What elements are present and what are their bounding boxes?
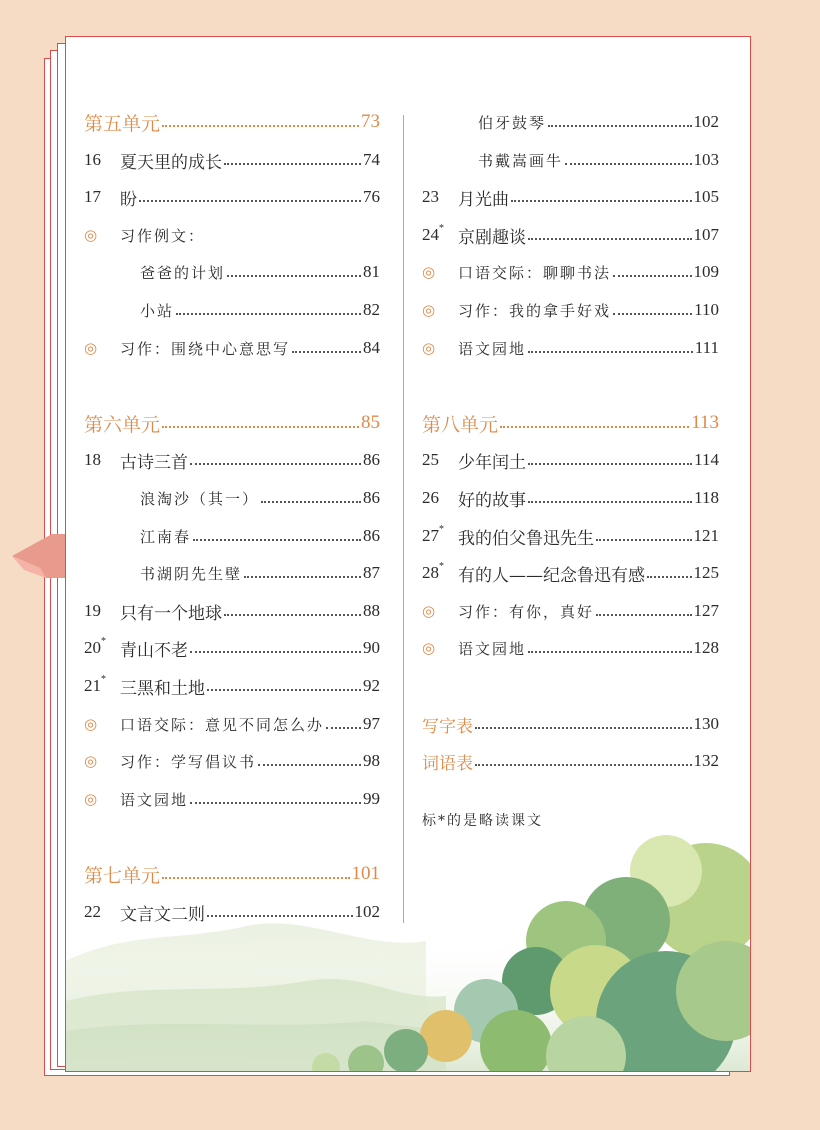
entry-title: 口语交际：意见不同怎么办 xyxy=(120,715,325,734)
toc-entry[interactable] xyxy=(84,182,380,212)
double-circle-icon: ◎ xyxy=(422,339,436,357)
entry-title: 伯牙鼓琴 xyxy=(478,113,547,132)
page-number: 86 xyxy=(363,488,380,507)
lesson-number-text: 20 xyxy=(84,638,101,657)
page-number: 109 xyxy=(693,262,719,281)
entry-title: 第六单元 xyxy=(84,413,161,436)
skim-reading-star: * xyxy=(439,223,444,234)
toc-entry[interactable] xyxy=(84,333,380,363)
double-circle-icon: ◎ xyxy=(422,263,436,281)
entry-title: 盼 xyxy=(120,189,137,210)
double-circle-icon: ◎ xyxy=(84,790,98,808)
toc-entry[interactable] xyxy=(422,145,719,175)
lesson-number-text: 26 xyxy=(422,488,439,507)
entry-title: 词语表 xyxy=(422,753,473,774)
entry-title: 语文园地 xyxy=(458,639,527,658)
entry-title: 有的人——纪念鲁迅有感 xyxy=(458,565,645,586)
toc-entry[interactable] xyxy=(84,445,380,475)
entry-title: 小站 xyxy=(140,301,175,320)
page-number: 85 xyxy=(361,412,380,433)
entry-title: 青山不老 xyxy=(120,640,188,661)
page-number: 97 xyxy=(363,714,380,733)
bookmark-ribbon-icon xyxy=(12,524,66,578)
entry-title: 书戴嵩画牛 xyxy=(478,151,564,170)
entry-title: 京剧趣谈 xyxy=(458,227,526,248)
page-number: 102 xyxy=(354,902,380,921)
toc-entry[interactable] xyxy=(84,558,380,588)
entry-title: 第五单元 xyxy=(84,112,161,135)
lesson-number-text: 28 xyxy=(422,563,439,582)
lesson-number-text: 16 xyxy=(84,150,101,169)
toc-entry[interactable] xyxy=(84,257,380,287)
entry-title: 三黑和土地 xyxy=(120,678,205,699)
dot-leader xyxy=(162,425,359,428)
page-number: 86 xyxy=(363,450,380,469)
dot-leader xyxy=(528,462,692,465)
dot-leader xyxy=(613,312,692,315)
dot-leader xyxy=(176,312,361,315)
page-number: 127 xyxy=(693,601,719,620)
unit-heading[interactable] xyxy=(84,107,380,137)
double-circle-icon: ◎ xyxy=(422,639,436,657)
dot-leader xyxy=(190,801,361,804)
double-circle-icon: ◎ xyxy=(84,339,98,357)
dot-leader xyxy=(227,274,361,277)
toc-entry[interactable] xyxy=(422,220,719,250)
entry-title: 夏天里的成长 xyxy=(120,152,222,173)
double-circle-icon: ◎ xyxy=(84,752,98,770)
dot-leader xyxy=(475,763,692,766)
dot-leader xyxy=(193,538,361,541)
dot-leader xyxy=(528,650,691,653)
double-circle-icon: ◎ xyxy=(422,602,436,620)
dot-leader xyxy=(565,162,691,165)
dot-leader xyxy=(475,726,692,729)
toc-entry[interactable] xyxy=(422,182,719,212)
toc-entry[interactable] xyxy=(422,746,719,776)
page-number: 86 xyxy=(363,526,380,545)
entry-title: 月光曲 xyxy=(458,189,509,210)
toc-entry[interactable] xyxy=(422,333,719,363)
dot-leader xyxy=(326,726,361,729)
dot-leader xyxy=(190,462,361,465)
toc-entry[interactable] xyxy=(84,521,380,551)
toc-entry[interactable] xyxy=(422,633,719,663)
column-divider xyxy=(403,115,404,923)
entry-title: 第八单元 xyxy=(422,413,499,436)
toc-entry[interactable] xyxy=(422,558,719,588)
page-number: 88 xyxy=(363,601,380,620)
page-number: 74 xyxy=(363,150,380,169)
toc-entry[interactable] xyxy=(84,220,380,250)
toc-entry[interactable] xyxy=(422,107,719,137)
page-number: 98 xyxy=(363,751,380,770)
entry-title: 好的故事 xyxy=(458,490,526,511)
page-number: 81 xyxy=(363,262,380,281)
dot-leader xyxy=(548,124,691,127)
dot-leader xyxy=(224,162,361,165)
entry-title: 古诗三首 xyxy=(120,452,188,473)
entry-title: 写字表 xyxy=(422,716,473,737)
lesson-number xyxy=(422,526,458,546)
entry-title: 习作：我的拿手好戏 xyxy=(458,301,612,320)
dot-leader xyxy=(162,124,359,127)
dot-leader xyxy=(261,500,361,503)
dot-leader xyxy=(596,613,691,616)
double-circle-icon: ◎ xyxy=(84,715,98,733)
entry-title: 只有一个地球 xyxy=(120,603,222,624)
dot-leader xyxy=(613,274,691,277)
page-number: 121 xyxy=(693,526,719,545)
lesson-number-text: 24 xyxy=(422,225,439,244)
forest-illustration xyxy=(66,831,750,1071)
page-number: 125 xyxy=(693,563,719,582)
dot-leader xyxy=(596,538,692,541)
toc-entry[interactable] xyxy=(84,671,380,701)
lesson-number xyxy=(422,225,458,245)
page-number: 107 xyxy=(693,225,719,244)
dot-leader xyxy=(511,199,692,202)
toc-entry[interactable] xyxy=(84,746,380,776)
entry-title: 语文园地 xyxy=(458,339,527,358)
toc-entry[interactable] xyxy=(84,145,380,175)
page-number: 103 xyxy=(693,150,719,169)
lesson-number xyxy=(84,676,120,696)
page-number: 114 xyxy=(694,450,719,469)
lesson-number xyxy=(84,450,120,470)
lesson-number-text: 17 xyxy=(84,187,101,206)
unit-heading[interactable] xyxy=(422,408,719,438)
page-number: 105 xyxy=(693,187,719,206)
entry-title: 习作：有你，真好 xyxy=(458,602,595,621)
entry-title: 文言文二则 xyxy=(120,904,205,925)
page-number: 111 xyxy=(694,338,719,357)
page-number: 102 xyxy=(693,112,719,131)
dot-leader xyxy=(528,237,692,240)
toc-entry[interactable] xyxy=(422,521,719,551)
dot-leader xyxy=(224,613,361,616)
page-number: 128 xyxy=(693,638,719,657)
page-number: 82 xyxy=(363,300,380,319)
page-number: 73 xyxy=(361,111,380,132)
lesson-number xyxy=(84,638,120,658)
entry-title: 书湖阴先生壁 xyxy=(140,564,243,583)
dot-leader xyxy=(258,763,361,766)
dot-leader xyxy=(207,688,361,691)
skim-reading-star: * xyxy=(439,561,444,572)
skim-reading-star: * xyxy=(101,636,106,647)
unit-heading[interactable] xyxy=(84,408,380,438)
entry-title: 语文园地 xyxy=(120,790,189,809)
page-number: 99 xyxy=(363,789,380,808)
entry-title: 习作：学写倡议书 xyxy=(120,752,257,771)
toc-entry[interactable] xyxy=(422,709,719,739)
page-number: 101 xyxy=(351,863,380,884)
dot-leader xyxy=(190,650,361,653)
toc-entry[interactable] xyxy=(84,784,380,814)
page-number: 118 xyxy=(694,488,719,507)
page-number: 113 xyxy=(691,412,719,433)
entry-title: 习作：围绕中心意思写 xyxy=(120,339,291,358)
lesson-number-text: 21 xyxy=(84,676,101,695)
lesson-number-text: 19 xyxy=(84,601,101,620)
dot-leader xyxy=(528,500,692,503)
lesson-number-text: 23 xyxy=(422,187,439,206)
entry-title: 口语交际：聊聊书法 xyxy=(458,263,612,282)
entry-title: 第七单元 xyxy=(84,864,161,887)
toc-entry[interactable] xyxy=(422,445,719,475)
lesson-number xyxy=(422,563,458,583)
lesson-number-text: 18 xyxy=(84,450,101,469)
toc-entry[interactable] xyxy=(84,295,380,325)
lesson-number-text: 27 xyxy=(422,526,439,545)
dot-leader xyxy=(139,199,361,202)
lesson-number-text: 22 xyxy=(84,902,101,921)
lesson-number xyxy=(422,488,458,508)
toc-entry[interactable] xyxy=(84,483,380,513)
lesson-number-text: 25 xyxy=(422,450,439,469)
lesson-number xyxy=(84,187,120,207)
page-number: 132 xyxy=(693,751,719,770)
toc-entry[interactable] xyxy=(84,633,380,663)
entry-title: 爸爸的计划 xyxy=(140,263,226,282)
entry-title: 浪淘沙（其一） xyxy=(140,489,260,508)
lesson-number xyxy=(84,150,120,170)
page-number: 90 xyxy=(363,638,380,657)
entry-title: 我的伯父鲁迅先生 xyxy=(458,528,594,549)
entry-title: 习作例文： xyxy=(120,226,206,245)
page-number: 84 xyxy=(363,338,380,357)
toc-entry[interactable] xyxy=(84,709,380,739)
dot-leader xyxy=(528,350,693,353)
dot-leader xyxy=(292,350,361,353)
lesson-number xyxy=(84,601,120,621)
toc-page xyxy=(65,36,751,1072)
page-number: 87 xyxy=(363,563,380,582)
page-number: 110 xyxy=(694,300,719,319)
page-number: 92 xyxy=(363,676,380,695)
entry-title: 少年闰土 xyxy=(458,452,526,473)
toc-entry[interactable] xyxy=(422,257,719,287)
skim-reading-note: 标*的是略读课文 xyxy=(422,813,543,829)
entry-title: 江南春 xyxy=(140,527,192,546)
lesson-number xyxy=(422,187,458,207)
toc-entry[interactable] xyxy=(422,483,719,513)
dot-leader xyxy=(647,575,692,578)
double-circle-icon: ◎ xyxy=(422,301,436,319)
toc-entry[interactable] xyxy=(84,596,380,626)
toc-entry[interactable] xyxy=(422,596,719,626)
double-circle-icon: ◎ xyxy=(84,226,98,244)
skim-reading-star: * xyxy=(101,674,106,685)
skim-reading-star: * xyxy=(439,524,444,535)
dot-leader xyxy=(244,575,361,578)
page-number: 76 xyxy=(363,187,380,206)
dot-leader xyxy=(500,425,689,428)
lesson-number xyxy=(422,450,458,470)
page-number: 130 xyxy=(693,714,719,733)
toc-entry[interactable] xyxy=(422,295,719,325)
